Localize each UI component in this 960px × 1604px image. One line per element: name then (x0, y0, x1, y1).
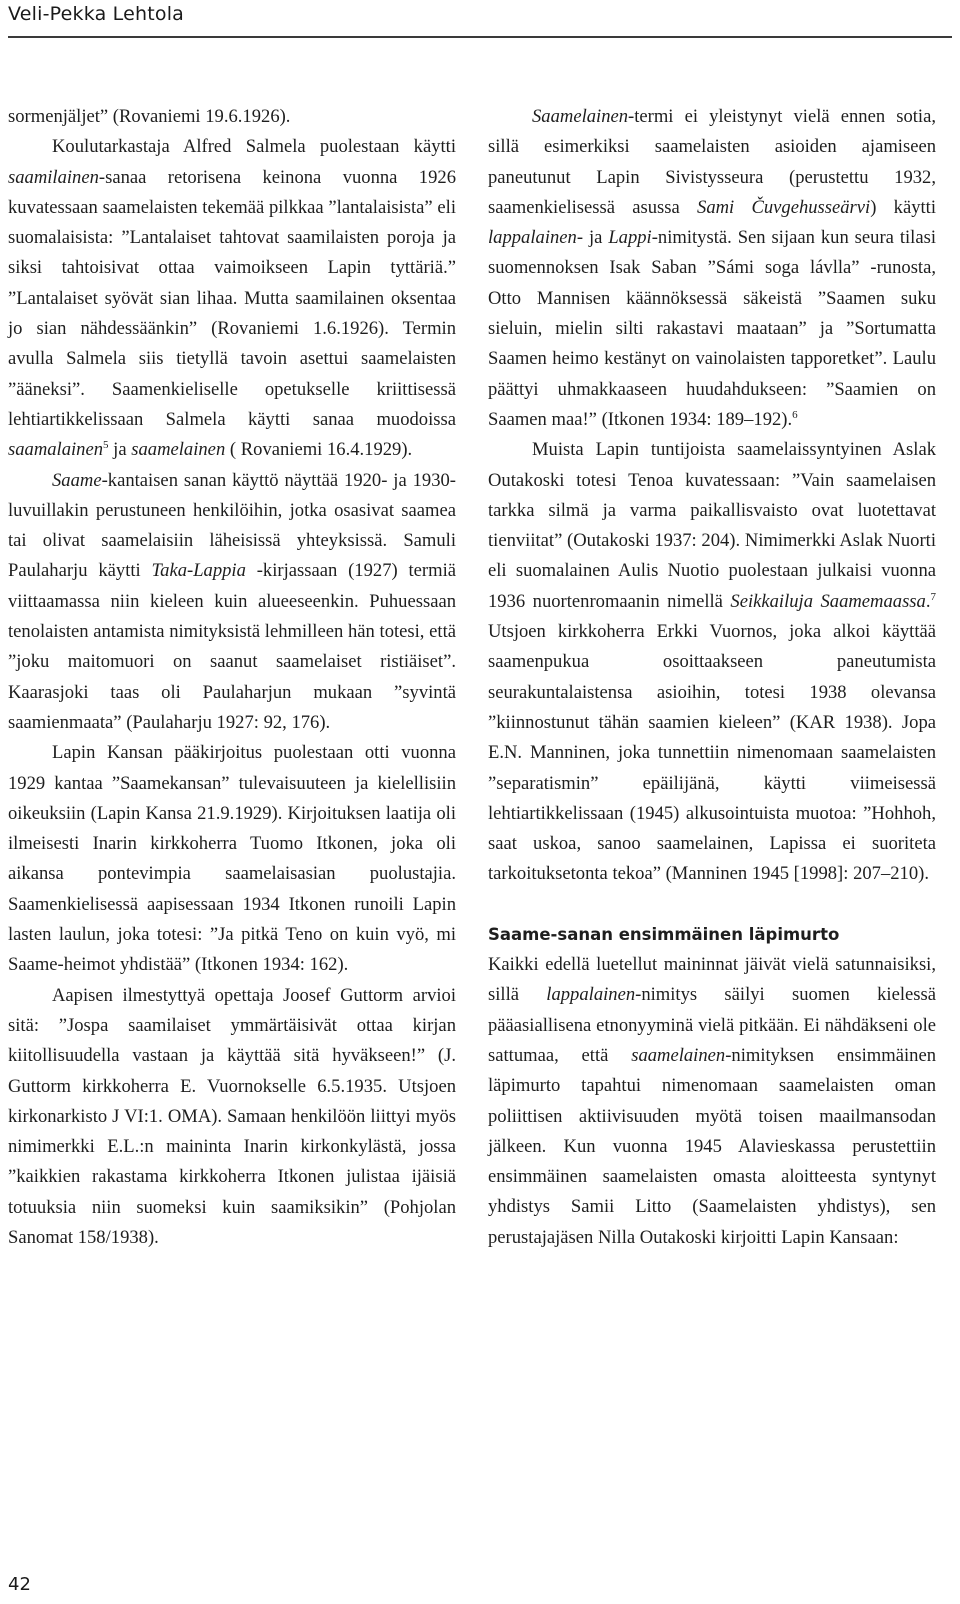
right-paragraph-3 (488, 950, 936, 1253)
text-run: -kantaisen sanan käyttö näyttää 1920- ja 1930-luvuillakin perustuneen henkilöihin, jotka osasivat saamea tai olivat saamelaisiin läheisissä yhteyksissä. Samuli Paulaharju käytti (8, 469, 456, 582)
text-run: -sanaa retorisena keinona vuonna 1926 kuvatessaan saamelaisten tekemää pilkkaa ”lantalaisista” eli suomalaisista: ”Lantalaiset tahtovat saamilaisten poroja ja siksi tahtoisivat ottaa vaimoikseen Lapin tyttäriä.” ”Lantalaiset syövät sian lihaa. Mutta saamilainen oksentaa jo sian nähdessäänkin” (Rovaniemi 1.6.1926). Termin avulla Salmela siis tietyllä tavoin asettui saamelaisten ”ääneksi”. Saamenkieliselle opetukselle kriittisessä lehtiartikkelissaan Salmela käytti sanaa muodoissa (8, 166, 456, 430)
italic-term: Taka-Lappia (151, 560, 246, 582)
text-run: Koulutarkastaja Alfred Salmela puolestaan käytti (52, 136, 456, 158)
right-column (488, 102, 936, 1253)
footnote-marker: 5 (103, 439, 109, 452)
header-rule (8, 36, 952, 38)
italic-term: Seikkailuja Saamemaassa (730, 590, 926, 612)
text-run: Muista Lapin tuntijoista saamelaissyntyinen Aslak Outakoski totesi Tenoa kuvatessaan: ”Vain saamelaisen tarkka silmä ja varma paikallisvaisto ovat luotettavat tienviitat” (Outakoski 1937: 204). Nimimerkki Aslak Nuorti eli suomalainen Aulis Nuotio puolestaan julkaisi vuonna 1936 nuortenromaanin nimellä (488, 439, 936, 612)
italic-term: Saamelainen (532, 106, 629, 127)
text-run: Lapin Kansan pääkirjoitus puolestaan otti vuonna 1929 kantaa ”Saamekansan” tulevaisuuteen ja kielellisiin oikeuksiin (Lapin Kansa 21.9.1929). Kirjoituksen laatija oli ilmeisesti Inarin kirkkoherra Tuomo Itkonen, joka oli aikansa pontevimpia saamelaisasian puolustajia. Saamenkielisessä aapisessaan 1934 Itkonen runoili Lapin lasten laulun, joka totesi: ”Ja pitkä Teno on kuin vyö, mi Saame-heimot yhdistää” (Itkonen 1934: 162). (8, 742, 456, 976)
text-run: Utsjoen kirkkoherra Erkki Vuornos, joka alkoi käyttää saamenpukua osoittaakseen paneutumista seurakuntalaistensa asioihin, totesi 1938 olevansa ”kiinnostunut tähän saamien kieleen” (KAR 1938). Jopa E.N. Manninen, joka tunnettiin nimenomaan saamelaisten ”separatismin” epäilijänä, käytti viimeisessä lehtiartikkelissaan (1945) alkusointuista muotoa: ”Hohhoh, saat uskoa, sanoo saamelainen, Lapissa ei suoriteta tarkoituksetonta tekoa” (Manninen 1945 [1998]: 207–210). (488, 621, 936, 885)
right-paragraph-1 (488, 102, 936, 435)
text-run: ja (108, 439, 132, 461)
section-heading: Saame-sanan ensimmäinen läpimurto (488, 924, 840, 944)
italic-term: saamilainen (8, 166, 99, 188)
italic-term: Lappi (608, 227, 652, 249)
italic-term: lappalainen (546, 984, 636, 1006)
italic-term: lappalainen (488, 227, 577, 249)
footnote-marker: 6 (792, 408, 798, 421)
italic-term: Sami Čuvgehusseärvi (697, 196, 871, 218)
left-paragraph-3 (8, 466, 456, 739)
text-run: ) käytti (870, 196, 936, 218)
italic-term: saamelainen (631, 1044, 726, 1066)
text-run: -nimityksen ensimmäinen läpimurto tapahtui nimenomaan saamelaisten oman poliittisen aktiivisuuden myötä toisen maailmansodan jälkeen. Kun vuonna 1945 Alavieskassa perustettiin ensimmäinen saamelaisten omasta aloitteesta syntynyt yhdistys Samii Litto (Saamelaisten yhdistys), sen perustajajäsen Nilla Outakoski kirjoitti Lapin Kansaan: (488, 1044, 936, 1248)
text-run: Aapisen ilmestyttyä opettaja Joosef Guttorm arvioi sitä: ”Jospa saamilaiset ymmärtäisivät ottaa kirjan kiitollisuudella vastaan ja käyttää sitä hyväkseen!” (J. Guttorm kirkkoherra E. Vuornokselle 6.5.1935. Utsjoen kirkonarkisto J VI:1. OMA). Samaan henkilöön liittyi myös nimimerkki E.L.:n maininta Inarin kirkonkylästä, jossa ”kaikkien rakastama kirkkoherra Itkonen julistaa ijäisiä totuuksia niin suomeksi kuin saamiksikin” (Pohjolan Sanomat 158/1938). (8, 984, 456, 1248)
text-run: -kirjassaan (1927) termiä viittaamassa niin kieleen kuin alueeseenkin. Puhuessaan tenolaisten antamista nimityksistä lehmilleen hän totesi, että ”joku maitomuori on saanut saamelaiset ristiäiset”. Kaarasjoki taas oli Paulaharjun mukaan ”syvintä saamienmaata” (Paulaharju 1927: 92, 176). (8, 560, 456, 733)
left-column (8, 102, 456, 1253)
text-run: -termi ei yleistynyt vielä ennen sotia, sillä esimerkiksi saamelaisten asioiden ajamiseen paneutunut Lapin Sivistysseura (perustettu 1932, saamenkielisessä asussa (488, 106, 936, 218)
text-run: sormenjäljet” (Rovaniemi 19.6.1926). (8, 106, 291, 127)
text-run: -nimitys säilyi suomen kielessä pääasiallisena etnonyyminä vielä pitkään. Ei nähdäkseni ole sattumaa, että (488, 984, 936, 1066)
left-paragraph-5 (8, 981, 456, 1254)
text-run: - ja (576, 227, 609, 249)
italic-term: saamelainen (131, 439, 226, 461)
text-run: . (925, 590, 931, 612)
left-paragraph-4 (8, 738, 456, 980)
italic-term: saamalainen (8, 439, 104, 461)
running-header-author: Veli-Pekka Lehtola (8, 3, 185, 25)
italic-term: Saame (52, 469, 102, 491)
running-header (0, 0, 960, 40)
text-run: -nimitystä. Sen sijaan kun seura tilasi suomennoksen Isak Saban ”Sámi soga lávlla” -runosta, Otto Mannisen käännöksessä säkeistä ”Saamen suku sieluin, mielin silti rakastavi maataan” ja ”Sortumatta Saamen heimo kestänyt on vainolaisten tapporetket”. Laulu päättyi uhmakkaaseen huudahdukseen: ”Saamien on Saamen maa!” (Itkonen 1934: 189–192). (488, 227, 936, 430)
text-run: Kaikki edellä luetellut maininnat jäivät vielä satunnaisiksi, sillä (488, 954, 936, 1006)
left-paragraph-1 (8, 102, 456, 132)
left-paragraph-2 (8, 132, 456, 465)
right-paragraph-2 (488, 435, 936, 889)
footnote-marker: 7 (930, 590, 936, 603)
page-number: 42 (8, 1574, 31, 1595)
text-run: ( Rovaniemi 16.4.1929). (225, 439, 413, 461)
